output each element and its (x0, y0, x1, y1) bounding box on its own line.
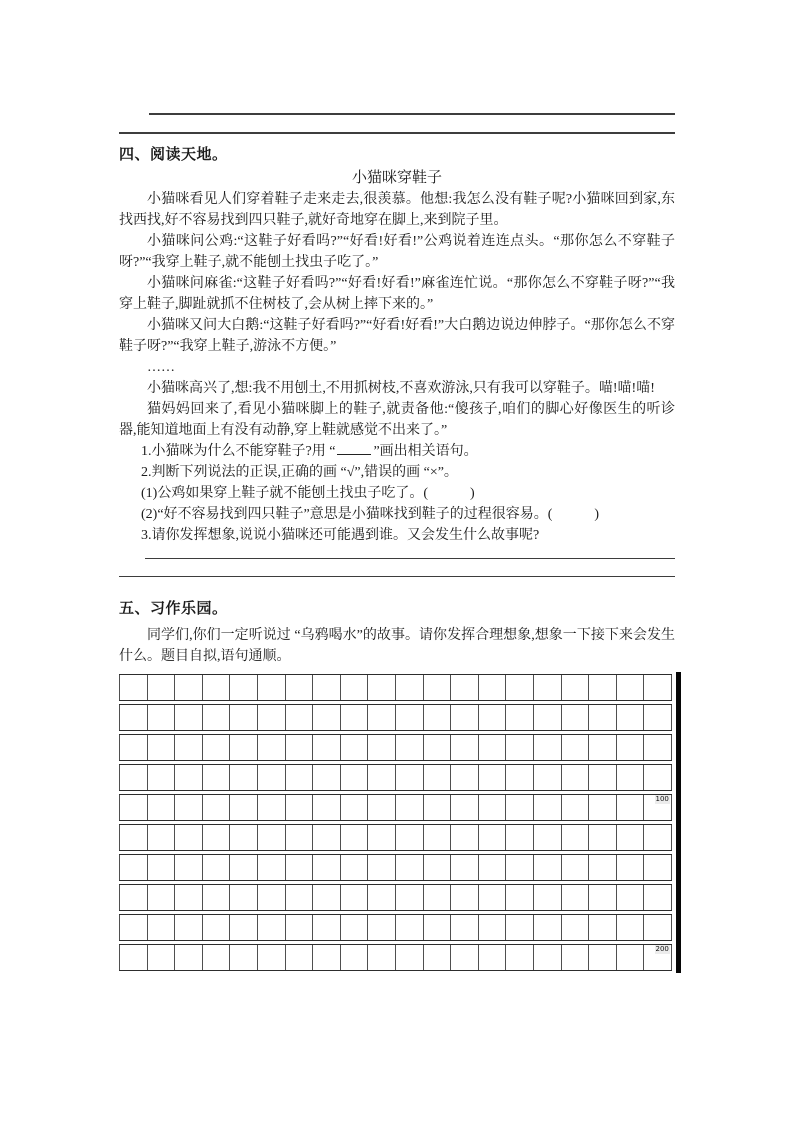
question-line: 1.小猫咪为什么不能穿鞋子?用 “ ”画出相关语句。 (141, 441, 675, 462)
grid-cell[interactable] (589, 675, 617, 700)
grid-cell[interactable] (148, 945, 176, 970)
grid-cell[interactable] (119, 675, 148, 700)
story-title: 小猫咪穿鞋子 (351, 170, 442, 186)
answer-line[interactable] (119, 576, 675, 577)
grid-cell[interactable] (148, 795, 176, 820)
grid-cell[interactable] (313, 765, 341, 790)
grid-cell[interactable] (589, 855, 617, 880)
grid-cell[interactable] (644, 705, 672, 730)
section4-heading: 四、阅读天地。 (119, 147, 228, 163)
grid-cell[interactable] (534, 885, 562, 910)
grid-cell[interactable] (368, 795, 396, 820)
grid-cell[interactable] (451, 855, 479, 880)
grid-cell[interactable] (589, 825, 617, 850)
story-paragraph: 小猫咪又问大白鹅:“这鞋子好看吗?”“好看!好看!”大白鹅边说边伸脖子。“那你怎么不穿鞋子呀?”“我穿上鞋子,游泳不方便。” (119, 318, 675, 354)
grid-cell[interactable] (644, 885, 672, 910)
grid-cell[interactable] (424, 765, 452, 790)
grid-cell[interactable] (119, 765, 148, 790)
story-ellipsis: …… (147, 360, 175, 375)
story-paragraph: 小猫咪问公鸡:“这鞋子好看吗?”“好看!好看!”公鸡说着连连点头。“那你怎么不穿鞋子呀?”“我穿上鞋子,就不能刨土找虫子吃了。” (119, 234, 675, 270)
grid-cell[interactable] (424, 825, 452, 850)
grid-cell[interactable] (644, 735, 672, 760)
grid-cell[interactable] (506, 735, 534, 760)
grid-cell[interactable] (451, 735, 479, 760)
word-count-marker: 200 (655, 945, 669, 953)
grid-cell[interactable] (396, 705, 424, 730)
grid-cell[interactable] (644, 855, 672, 880)
grid-cell[interactable] (589, 915, 617, 940)
grid-cell[interactable] (148, 885, 176, 910)
grid-cell[interactable] (341, 705, 369, 730)
grid-cell[interactable] (175, 915, 203, 940)
grid-cell[interactable] (258, 945, 286, 970)
grid-cell[interactable] (148, 855, 176, 880)
grid-cell[interactable] (451, 675, 479, 700)
grid-cell[interactable] (341, 855, 369, 880)
grid-cell[interactable] (230, 915, 258, 940)
grid-cell[interactable] (562, 915, 590, 940)
grid-cell[interactable] (286, 675, 314, 700)
grid-cell[interactable] (562, 825, 590, 850)
grid-cell[interactable] (479, 885, 507, 910)
question-line: 3.请你发挥想象,说说小猫咪还可能遇到谁。又会发生什么故事呢? (141, 528, 540, 543)
grid-cell[interactable] (286, 825, 314, 850)
grid-cell[interactable] (203, 795, 231, 820)
grid-cell[interactable] (534, 735, 562, 760)
grid-cell[interactable] (479, 675, 507, 700)
question-line: (1)公鸡如果穿上鞋子就不能刨土找虫子吃了。( ) (141, 486, 475, 501)
grid-cell[interactable] (451, 885, 479, 910)
grid-cell[interactable] (258, 765, 286, 790)
grid-cell[interactable] (562, 735, 590, 760)
grid-cell[interactable] (617, 885, 645, 910)
grid-cell[interactable] (617, 765, 645, 790)
grid-cell[interactable] (203, 765, 231, 790)
grid-cell[interactable] (341, 795, 369, 820)
underline-blank[interactable] (337, 441, 371, 455)
grid-cell[interactable] (424, 915, 452, 940)
grid-cell[interactable] (341, 885, 369, 910)
grid-cell[interactable] (506, 885, 534, 910)
grid-cell[interactable] (203, 735, 231, 760)
grid-cell[interactable] (534, 825, 562, 850)
grid-cell[interactable] (313, 795, 341, 820)
grid-cell[interactable] (589, 795, 617, 820)
writing-grid (119, 674, 672, 971)
grid-cell[interactable] (644, 945, 672, 970)
grid-cell[interactable] (617, 735, 645, 760)
grid-cell[interactable] (258, 705, 286, 730)
grid-row (119, 854, 672, 881)
writing-grid-rows (119, 674, 672, 971)
grid-cell[interactable] (119, 885, 148, 910)
grid-cell[interactable] (617, 795, 645, 820)
question-list (119, 441, 675, 546)
grid-cell[interactable] (258, 915, 286, 940)
grid-cell[interactable] (396, 735, 424, 760)
grid-cell[interactable] (230, 765, 258, 790)
grid-cell[interactable] (644, 795, 672, 820)
grid-cell[interactable] (589, 885, 617, 910)
grid-cell[interactable] (313, 855, 341, 880)
grid-cell[interactable] (148, 915, 176, 940)
section5-heading: 五、习作乐园。 (119, 601, 228, 617)
grid-cell[interactable] (451, 795, 479, 820)
grid-cell[interactable] (258, 825, 286, 850)
grid-cell[interactable] (230, 735, 258, 760)
grid-cell[interactable] (506, 705, 534, 730)
grid-cell[interactable] (230, 825, 258, 850)
grid-cell[interactable] (175, 735, 203, 760)
story-paragraph: 小猫咪高兴了,想:我不用刨土,不用抓树枝,不喜欢游泳,只有我可以穿鞋子。喵!喵!喵! (147, 381, 655, 396)
grid-cell[interactable] (286, 855, 314, 880)
grid-cell[interactable] (313, 675, 341, 700)
grid-cell[interactable] (119, 855, 148, 880)
grid-cell[interactable] (617, 705, 645, 730)
grid-cell[interactable] (341, 735, 369, 760)
grid-cell[interactable] (451, 945, 479, 970)
grid-cell[interactable] (479, 945, 507, 970)
grid-cell[interactable] (562, 675, 590, 700)
grid-cell[interactable] (341, 675, 369, 700)
grid-cell[interactable] (148, 735, 176, 760)
grid-cell[interactable] (203, 675, 231, 700)
grid-cell[interactable] (175, 765, 203, 790)
grid-cell[interactable] (396, 855, 424, 880)
grid-cell[interactable] (230, 855, 258, 880)
grid-cell[interactable] (451, 765, 479, 790)
grid-cell[interactable] (506, 795, 534, 820)
grid-cell[interactable] (506, 765, 534, 790)
grid-cell[interactable] (644, 675, 672, 700)
grid-cell[interactable] (230, 885, 258, 910)
grid-cell[interactable] (313, 735, 341, 760)
grid-cell[interactable] (203, 705, 231, 730)
grid-row (119, 734, 672, 761)
grid-cell[interactable] (479, 735, 507, 760)
grid-cell[interactable] (534, 675, 562, 700)
grid-cell[interactable] (258, 675, 286, 700)
grid-cell[interactable] (506, 915, 534, 940)
grid-cell[interactable] (396, 795, 424, 820)
grid-cell[interactable] (451, 915, 479, 940)
grid-cell[interactable] (479, 705, 507, 730)
grid-cell[interactable] (203, 915, 231, 940)
grid-row (119, 674, 672, 701)
question-line: 2.判断下列说法的正误,正确的画 “√”,错误的画 “×”。 (141, 465, 458, 480)
scan-edge-bar (676, 672, 681, 973)
grid-cell[interactable] (368, 705, 396, 730)
story-paragraph: 小猫咪看见人们穿着鞋子走来走去,很羡慕。他想:我怎么没有鞋子呢?小猫咪回到家,东找西找,好不容易找到四只鞋子,就好奇地穿在脚上,来到院子里。 (119, 192, 675, 228)
grid-cell[interactable] (479, 825, 507, 850)
grid-cell[interactable] (617, 675, 645, 700)
grid-row (119, 764, 672, 791)
grid-cell[interactable] (534, 765, 562, 790)
grid-row (119, 914, 672, 941)
grid-cell[interactable] (341, 765, 369, 790)
grid-cell[interactable] (534, 705, 562, 730)
grid-cell[interactable] (313, 885, 341, 910)
grid-cell[interactable] (617, 945, 645, 970)
grid-cell[interactable] (341, 915, 369, 940)
grid-cell[interactable] (119, 735, 148, 760)
grid-cell[interactable] (589, 765, 617, 790)
grid-cell[interactable] (313, 915, 341, 940)
answer-line[interactable] (119, 132, 675, 134)
grid-cell[interactable] (286, 795, 314, 820)
grid-cell[interactable] (644, 915, 672, 940)
grid-cell[interactable] (258, 885, 286, 910)
grid-cell[interactable] (424, 885, 452, 910)
grid-cell[interactable] (368, 825, 396, 850)
grid-cell[interactable] (424, 705, 452, 730)
worksheet-content (119, 0, 675, 971)
grid-cell[interactable] (396, 885, 424, 910)
grid-cell[interactable] (230, 675, 258, 700)
grid-cell[interactable] (424, 855, 452, 880)
writing-prompt: 同学们,你们一定听说过 “乌鸦喝水”的故事。请你发挥合理想象,想象一下接下来会发生什么。题目自拟,语句通顺。 (119, 628, 675, 664)
grid-cell[interactable] (451, 705, 479, 730)
grid-row (119, 704, 672, 731)
grid-cell[interactable] (534, 855, 562, 880)
grid-cell[interactable] (203, 855, 231, 880)
grid-cell[interactable] (396, 675, 424, 700)
grid-cell[interactable] (119, 825, 148, 850)
grid-cell[interactable] (175, 795, 203, 820)
answer-line[interactable] (149, 113, 675, 115)
grid-cell[interactable] (341, 825, 369, 850)
grid-cell[interactable] (562, 705, 590, 730)
grid-cell[interactable] (534, 795, 562, 820)
grid-cell[interactable] (175, 675, 203, 700)
grid-cell[interactable] (286, 765, 314, 790)
grid-cell[interactable] (148, 705, 176, 730)
grid-cell[interactable] (479, 765, 507, 790)
grid-row (119, 794, 672, 821)
grid-cell[interactable] (148, 765, 176, 790)
grid-cell[interactable] (589, 735, 617, 760)
word-count-marker: 100 (655, 795, 669, 803)
grid-cell[interactable] (589, 705, 617, 730)
grid-cell[interactable] (203, 885, 231, 910)
grid-cell[interactable] (313, 945, 341, 970)
grid-cell[interactable] (368, 915, 396, 940)
grid-cell[interactable] (534, 915, 562, 940)
grid-cell[interactable] (313, 705, 341, 730)
grid-cell[interactable] (506, 855, 534, 880)
grid-cell[interactable] (451, 825, 479, 850)
grid-cell[interactable] (562, 795, 590, 820)
grid-cell[interactable] (175, 855, 203, 880)
grid-cell[interactable] (286, 885, 314, 910)
grid-row (119, 884, 672, 911)
grid-cell[interactable] (506, 945, 534, 970)
grid-cell[interactable] (230, 945, 258, 970)
grid-cell[interactable] (396, 945, 424, 970)
grid-cell[interactable] (258, 855, 286, 880)
grid-cell[interactable] (175, 705, 203, 730)
grid-cell[interactable] (368, 675, 396, 700)
question-line: (2)“好不容易找到四只鞋子”意思是小猫咪找到鞋子的过程很容易。( ) (141, 507, 600, 522)
grid-cell[interactable] (341, 945, 369, 970)
grid-row (119, 824, 672, 851)
grid-cell[interactable] (506, 675, 534, 700)
grid-cell[interactable] (368, 885, 396, 910)
grid-cell[interactable] (479, 795, 507, 820)
grid-cell[interactable] (396, 915, 424, 940)
grid-cell[interactable] (119, 705, 148, 730)
grid-cell[interactable] (617, 855, 645, 880)
grid-cell[interactable] (562, 885, 590, 910)
grid-cell[interactable] (286, 735, 314, 760)
grid-cell[interactable] (148, 675, 176, 700)
grid-cell[interactable] (424, 735, 452, 760)
grid-cell[interactable] (562, 855, 590, 880)
grid-cell[interactable] (424, 675, 452, 700)
grid-cell[interactable] (424, 945, 452, 970)
grid-row (119, 944, 672, 971)
grid-cell[interactable] (313, 825, 341, 850)
grid-cell[interactable] (203, 825, 231, 850)
grid-cell[interactable] (175, 885, 203, 910)
grid-cell[interactable] (534, 945, 562, 970)
grid-cell[interactable] (368, 735, 396, 760)
grid-cell[interactable] (644, 825, 672, 850)
grid-cell[interactable] (617, 825, 645, 850)
grid-cell[interactable] (203, 945, 231, 970)
grid-cell[interactable] (424, 795, 452, 820)
grid-cell[interactable] (644, 765, 672, 790)
grid-cell[interactable] (119, 795, 148, 820)
grid-cell[interactable] (286, 945, 314, 970)
grid-cell[interactable] (617, 915, 645, 940)
answer-line[interactable] (145, 558, 675, 559)
grid-cell[interactable] (258, 735, 286, 760)
grid-cell[interactable] (589, 945, 617, 970)
grid-cell[interactable] (119, 945, 148, 970)
grid-cell[interactable] (175, 825, 203, 850)
grid-cell[interactable] (368, 945, 396, 970)
grid-cell[interactable] (230, 795, 258, 820)
grid-cell[interactable] (396, 765, 424, 790)
grid-cell[interactable] (506, 825, 534, 850)
grid-cell[interactable] (286, 705, 314, 730)
grid-cell[interactable] (258, 795, 286, 820)
grid-cell[interactable] (368, 765, 396, 790)
story-paragraph: 小猫咪问麻雀:“这鞋子好看吗?”“好看!好看!”麻雀连忙说。“那你怎么不穿鞋子呀?”“我穿上鞋子,脚趾就抓不住树枝了,会从树上摔下来的。” (119, 276, 675, 312)
story-paragraph: 猫妈妈回来了,看见小猫咪脚上的鞋子,就责备他:“傻孩子,咱们的脚心好像医生的听诊器,能知道地面上有没有动静,穿上鞋就感觉不出来了。” (119, 402, 675, 438)
grid-cell[interactable] (230, 705, 258, 730)
story-paragraphs (119, 189, 675, 441)
grid-cell[interactable] (396, 825, 424, 850)
grid-cell[interactable] (368, 855, 396, 880)
grid-cell[interactable] (175, 945, 203, 970)
grid-cell[interactable] (562, 945, 590, 970)
grid-cell[interactable] (479, 915, 507, 940)
grid-cell[interactable] (479, 855, 507, 880)
grid-cell[interactable] (286, 915, 314, 940)
grid-cell[interactable] (562, 765, 590, 790)
grid-cell[interactable] (148, 825, 176, 850)
grid-cell[interactable] (119, 915, 148, 940)
